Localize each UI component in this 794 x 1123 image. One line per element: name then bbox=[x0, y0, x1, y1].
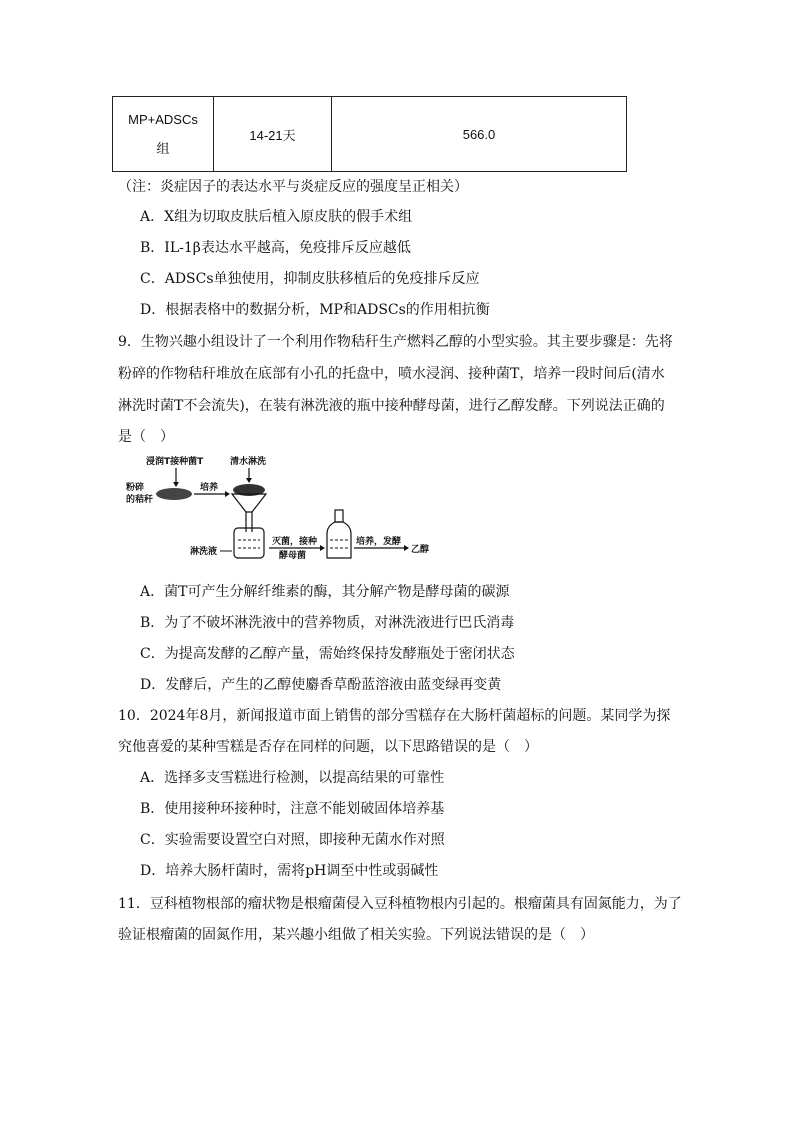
bottle-neck bbox=[335, 510, 343, 522]
diagram-label-liquid: 淋洗液 bbox=[190, 547, 218, 557]
q10-option-a: A．选择多支雪糕进行检测，以提高结果的可靠性 bbox=[140, 770, 445, 786]
arrow-head-2 bbox=[246, 478, 252, 483]
diagram-label-wash: 清水淋洗 bbox=[230, 457, 267, 467]
diagram-label-product: 乙醇 bbox=[411, 545, 430, 555]
q8-option-d: D．根据表格中的数据分析，MP和ADSCs的作用相抗衡 bbox=[140, 302, 490, 318]
q8-option-c: C．ADSCs单独使用，抑制皮肤移植后的免疫排斥反应 bbox=[140, 271, 480, 287]
group-name: MP+ADSCs bbox=[128, 112, 198, 127]
diagram-label-step1: 灭菌，接种 bbox=[272, 537, 318, 547]
q11-stem-line1: 11．豆科植物根部的瘤状物是根瘤菌侵入豆科植物根内引起的。根瘤菌具有固氮能力，为了 bbox=[118, 896, 682, 912]
q10-stem-line1: 10．2024年8月，新闻报道市面上销售的部分雪糕存在大肠杆菌超标的问题。某同学为探 bbox=[118, 708, 671, 724]
q9-stem-line2: 粉碎的作物秸秆堆放在底部有小孔的托盘中，喷水浸润、接种菌T，培养一段时间后(清水 bbox=[118, 366, 665, 382]
diagram-label-step2: 酵母菌 bbox=[279, 551, 307, 561]
funnel bbox=[232, 494, 266, 512]
q9-stem-line4: 是（ ） bbox=[118, 429, 174, 445]
straw-pile bbox=[156, 488, 192, 500]
diagram-label-culture: 培养 bbox=[200, 483, 219, 493]
q10-option-b: B．使用接种环接种时，注意不能划破固体培养基 bbox=[140, 801, 445, 817]
arrow-head-step bbox=[320, 545, 325, 551]
q10-option-c: C．实验需要设置空白对照，即接种无菌水作对照 bbox=[140, 832, 445, 848]
q9-stem-line1: 9．生物兴趣小组设计了一个利用作物秸秆生产燃料乙醇的小型实验。其主要步骤是：先将 bbox=[118, 334, 673, 350]
diagram-label-straw2: 的秸秆 bbox=[126, 495, 154, 505]
arrow-head-culture bbox=[225, 491, 230, 497]
q9-option-a: A．菌T可产生分解纤维素的酶，其分解产物是酵母菌的碳源 bbox=[140, 584, 510, 600]
group-cell bbox=[113, 97, 214, 172]
q10-stem-line2: 究他喜爱的某种雪糕是否存在同样的问题，以下思路错误的是（ ） bbox=[118, 739, 538, 755]
group-suffix: 组 bbox=[156, 141, 170, 156]
value-cell: 566.0 bbox=[332, 97, 627, 172]
table-note: （注：炎症因子的表达水平与炎症反应的强度呈正相关） bbox=[118, 179, 468, 195]
q9-option-c: C．为提高发酵的乙醇产量，需始终保持发酵瓶处于密闭状态 bbox=[140, 646, 515, 662]
q8-option-b: B．IL-1β表达水平越高，免疫排斥反应越低 bbox=[140, 240, 411, 256]
q9-option-b: B．为了不破坏淋洗液中的营养物质，对淋洗液进行巴氏消毒 bbox=[140, 615, 515, 631]
arrow-head-ferment bbox=[404, 545, 409, 551]
q9-option-d: D．发酵后，产生的乙醇使麝香草酚蓝溶液由蓝变绿再变黄 bbox=[140, 677, 502, 693]
time-cell: 14-21天 bbox=[214, 97, 332, 172]
diagram-label-spray: 浸润T接种菌T bbox=[146, 457, 204, 467]
q10-option-d: D．培养大肠杆菌时，需将pH调至中性或弱碱性 bbox=[140, 863, 439, 879]
results-table bbox=[112, 96, 627, 172]
collection-bottle bbox=[234, 528, 264, 558]
table-row bbox=[113, 97, 627, 172]
arrow-head-1 bbox=[173, 482, 179, 487]
q8-option-a: A．X组为切取皮肤后植入原皮肤的假手术组 bbox=[140, 209, 413, 225]
diagram-label-straw1: 粉碎 bbox=[126, 483, 145, 493]
fermentation-diagram bbox=[124, 454, 444, 564]
diagram-label-ferment: 培养，发酵 bbox=[356, 537, 402, 547]
q11-stem-line2: 验证根瘤菌的固氮作用，某兴趣小组做了相关实验。下列说法错误的是（ ） bbox=[118, 927, 594, 943]
q9-stem-line3: 淋洗时菌T不会流失)，在装有淋洗液的瓶中接种酵母菌，进行乙醇发酵。下列说法正确的 bbox=[118, 398, 665, 414]
